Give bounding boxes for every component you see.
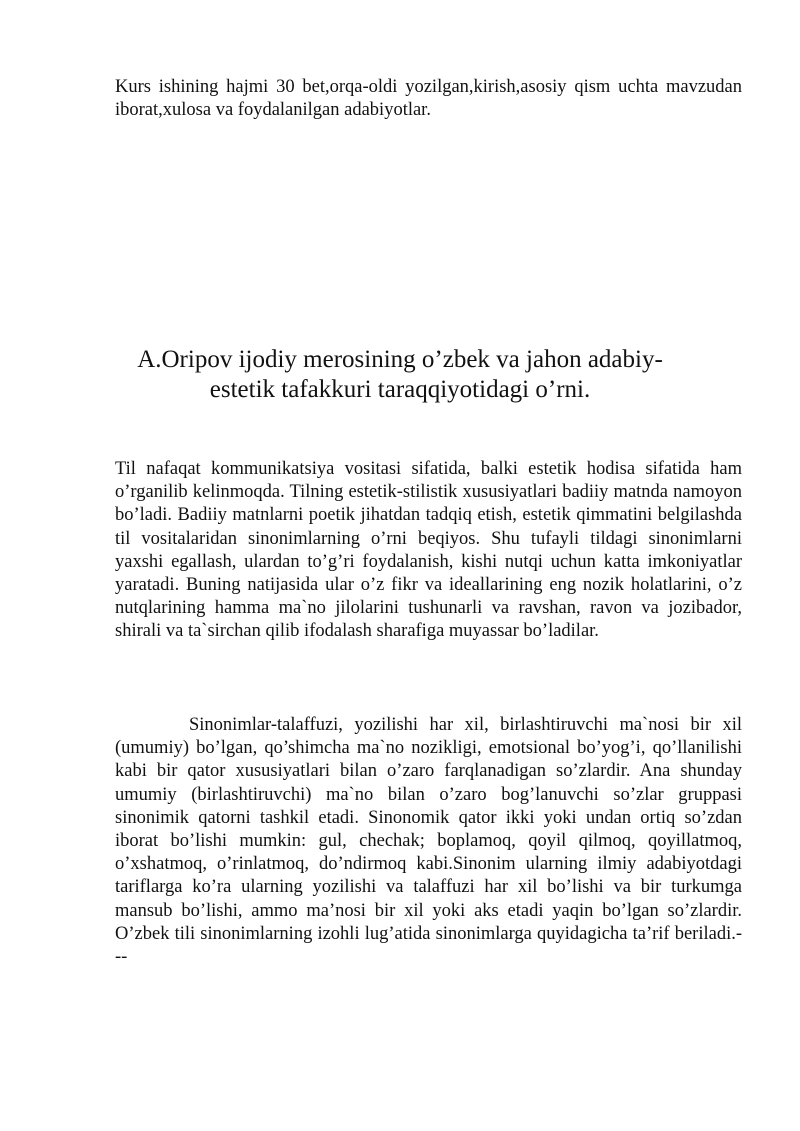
intro-paragraph: Kurs ishining hajmi 30 bet,orqa-oldi yozilgan,kirish,asosiy qism uchta mavzudan iborat,xulosa va foydalanilgan adabiyotlar.	[115, 77, 742, 121]
section-title	[100, 345, 700, 405]
section-title-line-2: estetik tafakkuri taraqqiyotidagi o’rni.	[209, 376, 591, 403]
body-paragraph-2: Sinonimlar-talaffuzi, yozilishi har xil, birlashtiruvchi ma`nosi bir xil (umumiy) bo’lgan, qo’shimcha ma`no nozikligi, emotsional bo’yog’i, qo’llanilishi kabi bir qator xususiyatlari bilan o’zaro farqlanadigan so’zlardir. Ana shunday umumiy (birlashtiruvchi) ma`no bilan o’zaro bog’lanuvchi so’zlar gruppasi sinonimik qatorni tashkil etadi. Sinonomik qator ikki yoki undan ortiq so’zdan iborat bo’lishi mumkin: gul, chechak; boplamoq, qoyil qilmoq, qoyillatmoq, o’xshatmoq, o’rinlatmoq, do’ndirmoq kabi.Sinonim ularning ilmiy adabiyotdagi tariflarga ko’ra ularning yozilishi va talaffuzi har xil bo’lishi va bir turkumga mansub bo’lishi, ammo ma’nosi bir xil yoki aks etadi yaqin bo’lgan so’zlardir. O’zbek tili sinonimlarning izohli lug’atida sinonimlarga quyidagicha ta’rif beriladi.---	[115, 715, 742, 968]
body-paragraph-1: Til nafaqat kommunikatsiya vositasi sifatida, balki estetik hodisa sifatida ham o’rganilib kelinmoqda. Tilning estetik-stilistik xususiyatlari badiiy matnda namoyon bo’ladi. Badiiy matnlarni poetik jihatdan tadqiq etish, estetik qimmatini belgilashda til vositalaridan sinonimlarning o’rni beqiyos. Shu tufayli tildagi sinonimlarni yaxshi egallash, ulardan to’g’ri foydalanish, kishi nutqi uchun katta imkoniyatlar yaratadi. Buning natijasida ular o’z fikr va ideallarining eng nozik holatlarini, o’z nutqlarining hamma ma`no jilolarini tushunarli va ravshan, ravon va jozibador, shirali va ta`sirchan qilib ifodalash sharafiga muyassar bo’ladilar.	[115, 459, 742, 642]
section-title-line-1: A.Oripov ijodiy merosining o’zbek va jahon adabiy-	[137, 346, 663, 373]
